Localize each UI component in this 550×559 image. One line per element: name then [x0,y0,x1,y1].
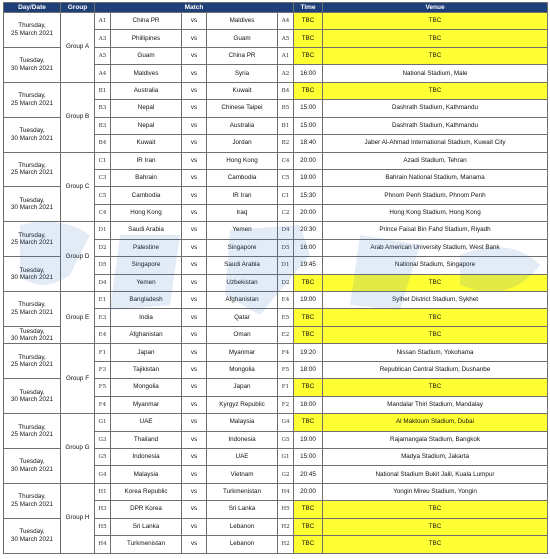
away-code: G1 [278,448,294,465]
group-name: Group F [61,344,95,414]
away-team: Yemen [207,222,278,239]
match-venue: Rajamangala Stadium, Bangkok [323,431,548,448]
match-row [4,222,548,239]
home-team: Yemen [111,274,182,291]
away-team: Jordan [207,135,278,152]
away-code: C4 [278,152,294,169]
away-code: H5 [278,501,294,518]
away-code: A2 [278,65,294,82]
vs-label: vs [182,414,207,431]
match-venue: Republican Central Stadium, Dushanbe [323,361,548,378]
home-team: Malaysia [111,466,182,483]
match-time: TBC [294,274,323,291]
away-code: F5 [278,361,294,378]
away-team: China PR [207,47,278,64]
vs-label: vs [182,135,207,152]
home-team: Singapore [111,257,182,274]
home-team: Kuwait [111,135,182,152]
match-row [4,344,548,361]
match-time: TBC [294,414,323,431]
match-date: Tuesday, 30 March 2021 [4,326,61,343]
away-code: B2 [278,135,294,152]
match-venue: TBC [323,501,548,518]
match-time: TBC [294,501,323,518]
home-code: F3 [95,361,111,378]
away-code: C2 [278,204,294,221]
vs-label: vs [182,100,207,117]
away-code: D1 [278,257,294,274]
home-code: B4 [95,135,111,152]
match-venue: Jaber Al-Ahmad International Stadium, Kuwait City [323,135,548,152]
match-venue: Arab American University Stadium, West Bank [323,239,548,256]
home-code: F4 [95,396,111,413]
home-code: C1 [95,152,111,169]
fixtures-body [4,13,548,554]
vs-label: vs [182,274,207,291]
group-name: Group G [61,414,95,484]
home-team: Saudi Arabia [111,222,182,239]
match-venue: Nissan Stadium, Yokohama [323,344,548,361]
away-team: Syria [207,65,278,82]
header-match: Match [95,3,294,13]
home-team: Afghanistan [111,326,182,343]
vs-label: vs [182,117,207,134]
match-venue: Al Maktoum Stadium, Dubai [323,414,548,431]
away-team: Cambodia [207,169,278,186]
away-code: F2 [278,396,294,413]
away-code: D5 [278,239,294,256]
away-team: Singapore [207,239,278,256]
away-team: Hong Kong [207,152,278,169]
match-date: Thursday, 25 March 2021 [4,483,61,518]
home-code: H4 [95,536,111,553]
vs-label: vs [182,344,207,361]
vs-label: vs [182,82,207,99]
match-time: 19:45 [294,257,323,274]
match-time: TBC [294,309,323,326]
header-group: Group [61,3,95,13]
match-venue: Bahrain National Stadium, Manama [323,169,548,186]
home-team: Phillipines [111,30,182,47]
match-date: Thursday, 25 March 2021 [4,13,61,48]
away-team: Chinese Taipei [207,100,278,117]
home-code: E4 [95,326,111,343]
vs-label: vs [182,239,207,256]
away-team: Myanmar [207,344,278,361]
match-venue: TBC [323,518,548,535]
vs-label: vs [182,483,207,500]
home-team: Nepal [111,117,182,134]
home-code: H5 [95,518,111,535]
match-date: Thursday, 25 March 2021 [4,222,61,257]
home-code: B1 [95,82,111,99]
match-time: 20:30 [294,222,323,239]
vs-label: vs [182,257,207,274]
vs-label: vs [182,518,207,535]
away-code: E4 [278,292,294,309]
away-code: E2 [278,326,294,343]
match-venue: National Stadium, Singapore [323,257,548,274]
away-code: F1 [278,379,294,396]
vs-label: vs [182,361,207,378]
vs-label: vs [182,501,207,518]
home-team: Bahrain [111,169,182,186]
home-code: F1 [95,344,111,361]
vs-label: vs [182,169,207,186]
home-code: H3 [95,501,111,518]
home-code: C3 [95,169,111,186]
header-venue: Venue [323,3,548,13]
away-team: Japan [207,379,278,396]
match-venue: TBC [323,326,548,343]
away-code: D4 [278,222,294,239]
home-code: D2 [95,239,111,256]
match-venue: Mandalar Thiri Stadium, Mandalay [323,396,548,413]
away-team: Indonesia [207,431,278,448]
match-time: 19:20 [294,344,323,361]
away-code: D2 [278,274,294,291]
match-time: 20:00 [294,204,323,221]
match-time: TBC [294,47,323,64]
match-venue: Dashrath Stadium, Kathmandu [323,117,548,134]
home-code: D4 [95,274,111,291]
match-row [4,152,548,169]
home-code: E3 [95,309,111,326]
match-venue: Azadi Stadium, Tehran [323,152,548,169]
vs-label: vs [182,187,207,204]
match-time: 20:00 [294,483,323,500]
match-date: Tuesday, 30 March 2021 [4,379,61,414]
match-time: TBC [294,379,323,396]
away-team: Iraq [207,204,278,221]
fixtures-sheet [3,2,547,554]
match-venue: TBC [323,82,548,99]
header-day-date: Day/Date [4,3,61,13]
vs-label: vs [182,152,207,169]
home-code: B3 [95,117,111,134]
header-time: Time [294,3,323,13]
away-team: Australia [207,117,278,134]
away-code: F4 [278,344,294,361]
group-name: Group E [61,292,95,344]
match-time: TBC [294,536,323,553]
match-venue: Phnom Penh Stadium, Phnom Penh [323,187,548,204]
match-time: 15:00 [294,448,323,465]
away-team: IR Iran [207,187,278,204]
vs-label: vs [182,466,207,483]
away-team: Mongolia [207,361,278,378]
home-team: Guam [111,47,182,64]
home-team: Tajikistan [111,361,182,378]
match-venue: TBC [323,47,548,64]
group-name: Group A [61,13,95,83]
away-team: Uzbekistan [207,274,278,291]
vs-label: vs [182,30,207,47]
home-code: C5 [95,187,111,204]
away-team: Kuwait [207,82,278,99]
match-date: Tuesday, 30 March 2021 [4,47,61,82]
match-date: Thursday, 25 March 2021 [4,344,61,379]
away-team: Saudi Arabia [207,257,278,274]
match-time: 18:40 [294,135,323,152]
match-time: 20:00 [294,152,323,169]
vs-label: vs [182,309,207,326]
match-venue: National Stadium Bukit Jalil, Kuala Lumpur [323,466,548,483]
home-code: B3 [95,100,111,117]
away-team: UAE [207,448,278,465]
match-venue: TBC [323,274,548,291]
vs-label: vs [182,204,207,221]
away-code: H2 [278,518,294,535]
group-name: Group B [61,82,95,152]
match-venue: Madya Stadium, Jakarta [323,448,548,465]
home-team: UAE [111,414,182,431]
home-team: Turkmenistan [111,536,182,553]
group-name: Group D [61,222,95,292]
group-name: Group H [61,483,95,553]
home-team: Korea Republic [111,483,182,500]
match-time: 19:00 [294,169,323,186]
vs-label: vs [182,65,207,82]
away-code: H2 [278,536,294,553]
away-code: B4 [278,82,294,99]
home-team: Bangladesh [111,292,182,309]
match-date: Thursday, 25 March 2021 [4,152,61,187]
home-team: DPR Korea [111,501,182,518]
home-team: India [111,309,182,326]
home-code: A5 [95,47,111,64]
home-team: Hong Kong [111,204,182,221]
away-code: A5 [278,30,294,47]
away-code: H4 [278,483,294,500]
home-code: A4 [95,65,111,82]
match-time: 15:00 [294,100,323,117]
header-row [4,3,548,13]
match-date: Thursday, 25 March 2021 [4,82,61,117]
away-code: G5 [278,431,294,448]
away-code: B5 [278,100,294,117]
match-venue: TBC [323,13,548,30]
home-team: Myanmar [111,396,182,413]
match-time: TBC [294,30,323,47]
match-date: Tuesday, 30 March 2021 [4,257,61,292]
match-time: 18:00 [294,361,323,378]
match-time: 18:00 [294,396,323,413]
match-row [4,13,548,30]
away-team: Oman [207,326,278,343]
vs-label: vs [182,326,207,343]
match-time: 15:00 [294,117,323,134]
match-row [4,292,548,309]
vs-label: vs [182,222,207,239]
match-time: 16:00 [294,65,323,82]
away-code: C5 [278,169,294,186]
away-team: Lebanon [207,518,278,535]
home-team: Australia [111,82,182,99]
away-code: G4 [278,414,294,431]
match-date: Tuesday, 30 March 2021 [4,117,61,152]
match-time: 16:00 [294,239,323,256]
match-venue: National Stadium, Male [323,65,548,82]
match-venue: Yongin Mireu Stadium, Yongin [323,483,548,500]
match-time: TBC [294,82,323,99]
match-time: 19:00 [294,431,323,448]
vs-label: vs [182,536,207,553]
vs-label: vs [182,448,207,465]
match-date: Tuesday, 30 March 2021 [4,518,61,553]
home-team: Nepal [111,100,182,117]
match-time: TBC [294,518,323,535]
home-team: Palestine [111,239,182,256]
away-code: B1 [278,117,294,134]
match-venue: Sylhet District Stadium, Sykhet [323,292,548,309]
match-time: 15:30 [294,187,323,204]
match-venue: TBC [323,309,548,326]
vs-label: vs [182,396,207,413]
match-date: Thursday, 25 March 2021 [4,414,61,449]
match-row [4,414,548,431]
away-team: Lebanon [207,536,278,553]
group-name: Group C [61,152,95,222]
home-team: Sri Lanka [111,518,182,535]
away-team: Kyrgyz Republic [207,396,278,413]
home-team: Indonesia [111,448,182,465]
match-venue: TBC [323,30,548,47]
match-time: TBC [294,13,323,30]
home-team: Maldives [111,65,182,82]
away-code: E5 [278,309,294,326]
vs-label: vs [182,13,207,30]
away-code: A1 [278,47,294,64]
home-code: G1 [95,414,111,431]
home-team: Mongolia [111,379,182,396]
match-venue: Hong Kong Stadium, Hong Kong [323,204,548,221]
away-code: A4 [278,13,294,30]
away-code: C1 [278,187,294,204]
away-team: Qatar [207,309,278,326]
home-team: Cambodia [111,187,182,204]
match-date: Tuesday, 30 March 2021 [4,448,61,483]
match-venue: Dashrath Stadium, Kathmandu [323,100,548,117]
away-code: G2 [278,466,294,483]
match-time: 20:45 [294,466,323,483]
home-code: G3 [95,431,111,448]
fixtures-table [3,2,548,554]
home-code: C4 [95,204,111,221]
vs-label: vs [182,47,207,64]
home-code: F5 [95,379,111,396]
away-team: Guam [207,30,278,47]
home-code: D1 [95,222,111,239]
home-code: D5 [95,257,111,274]
home-code: H1 [95,483,111,500]
match-date: Tuesday, 30 March 2021 [4,187,61,222]
home-code: G5 [95,448,111,465]
home-code: G4 [95,466,111,483]
vs-label: vs [182,292,207,309]
home-team: Japan [111,344,182,361]
vs-label: vs [182,379,207,396]
away-team: Turkmenistan [207,483,278,500]
match-row [4,82,548,99]
match-venue: Prince Faisal Bin Fahd Stadium, Riyadh [323,222,548,239]
match-venue: TBC [323,536,548,553]
home-team: IR Iran [111,152,182,169]
match-venue: TBC [323,379,548,396]
vs-label: vs [182,431,207,448]
home-team: Thailand [111,431,182,448]
away-team: Malaysia [207,414,278,431]
match-row [4,483,548,500]
home-code: A1 [95,13,111,30]
home-code: E1 [95,292,111,309]
away-team: Maldives [207,13,278,30]
home-team: China PR [111,13,182,30]
away-team: Afghanistan [207,292,278,309]
match-time: TBC [294,326,323,343]
match-time: 19:00 [294,292,323,309]
match-date: Thursday, 25 March 2021 [4,292,61,327]
away-team: Vietnam [207,466,278,483]
away-team: Sri Lanka [207,501,278,518]
home-code: A3 [95,30,111,47]
